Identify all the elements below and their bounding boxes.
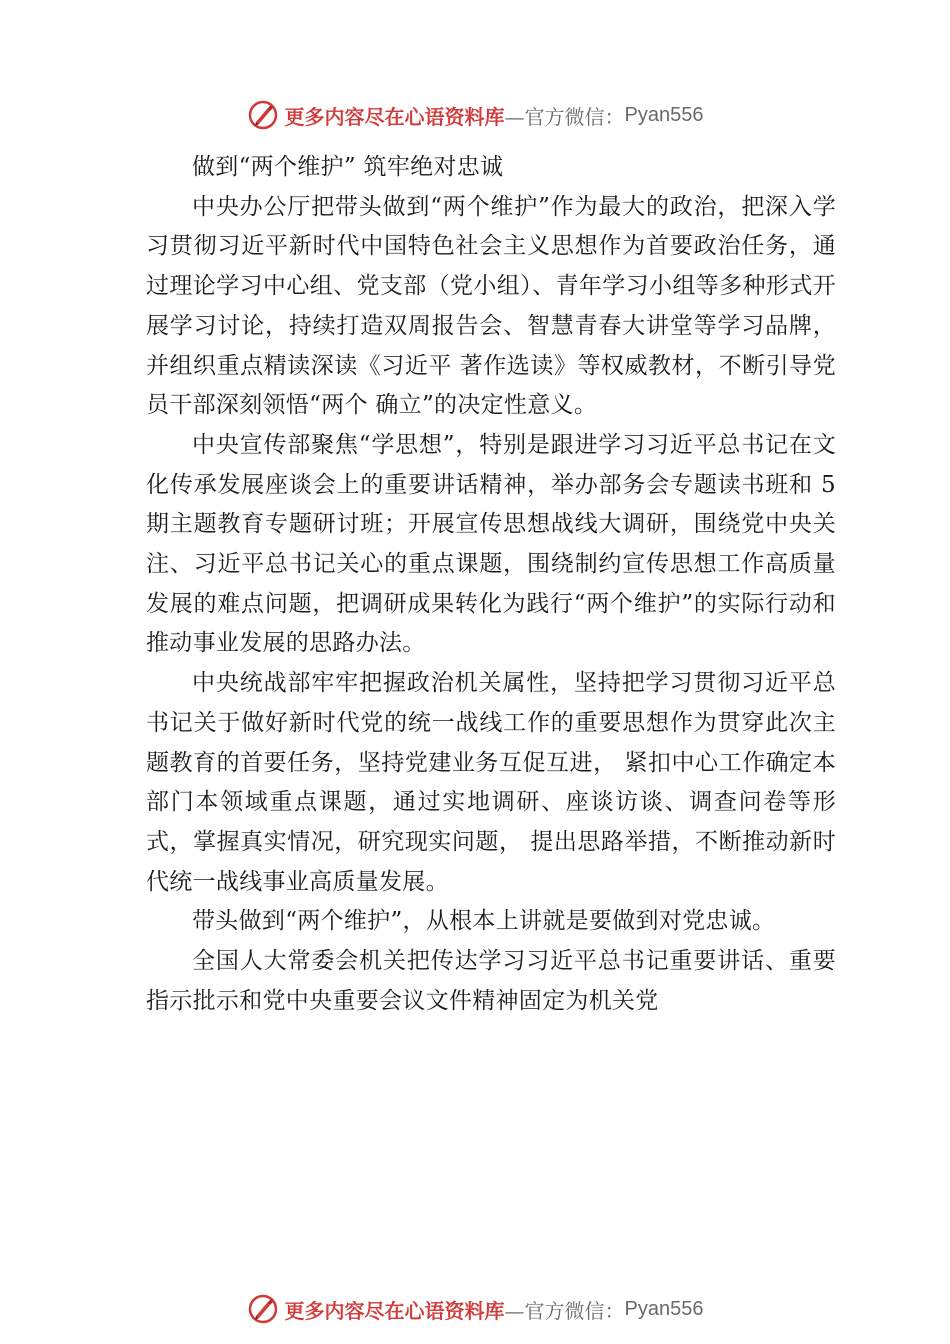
watermark-brand: 更多内容尽在心语资料库 [284, 1298, 505, 1323]
header-watermark [0, 95, 950, 135]
section-heading: 做到“两个维护” 筑牢绝对忠诚 [192, 154, 504, 180]
paragraph: 中央宣传部聚焦“学思想”，特别是跟进学习习近平总书记在文化传承发展座谈会上的重要讲话精神，举办部务会专题读书班和 5期主题教育专题研讨班；开展宣传思想战线大调研，围绕党中央关注、习近平总书记关心的重点课题，围绕制约宣传思想工作高质量发展的难点问题，把调研成果转化为践行“两个维护”的实际行动和推动事业发展的思路办法。 [146, 431, 836, 657]
document-body [146, 148, 836, 1021]
paragraph: 中央办公厅把带头做到“两个维护”作为最大的政治，把深入学习贯彻习近平新时代中国特色社会主义思想作为首要政治任务，通过理论学习中心组、党支部（党小组）、青年学习小组等多种形式开展学习讨论，持续打造双周报告会、智慧青春大讲堂等学习品牌，并组织重点精读深读《习近平 著作选读》等权威教材，不断引导党员干部深刻领悟“两个 确立”的决定性意义。 [146, 193, 836, 419]
watermark-id: Pyan556 [624, 103, 704, 126]
watermark-separator: —官方微信： [504, 104, 625, 129]
watermark-id: Pyan556 [624, 1297, 704, 1320]
paragraph: 中央统战部牢牢把握政治机关属性，坚持把学习贯彻习近平总书记关于做好新时代党的统一战线工作的重要思想作为贯穿此次主题教育的首要任务，坚持党建业务互促互进， 紧扣中心工作确定本部门本领域重点课题，通过实地调研、座谈访谈、调查问卷等形式，掌握真实情况，研究现实问题， 提出思路举措，不断推动新时代统一战线事业高质量发展。 [146, 670, 836, 895]
footer-watermark [0, 1289, 950, 1329]
paragraph: 全国人大常委会机关把传达学习习近平总书记重要讲话、重要指示批示和党中央重要会议文件精神固定为机关党 [146, 948, 836, 1014]
watermark-brand: 更多内容尽在心语资料库 [284, 104, 505, 129]
pen-circle-logo-icon [247, 1293, 279, 1325]
paragraph: 带头做到“两个维护”，从根本上讲就是要做到对党忠诚。 [192, 908, 776, 935]
watermark-separator: —官方微信： [504, 1298, 625, 1323]
pen-circle-logo-icon [247, 99, 279, 131]
